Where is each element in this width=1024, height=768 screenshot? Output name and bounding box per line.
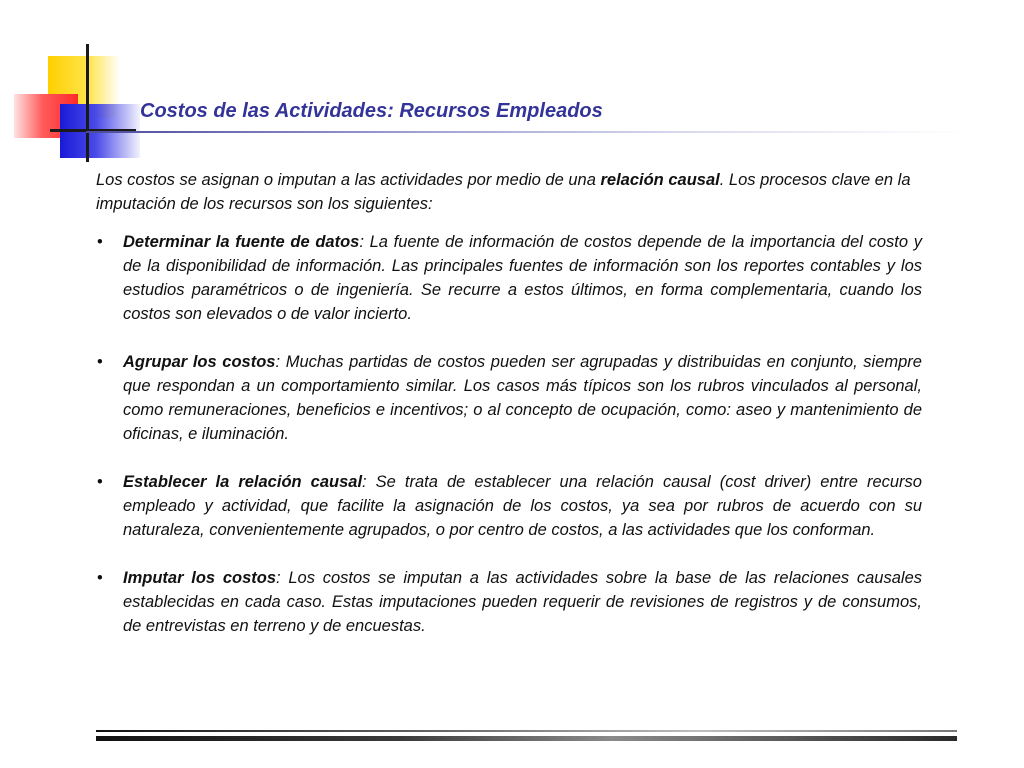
bullet-marker: •: [97, 353, 103, 371]
list-item: [96, 230, 922, 326]
intro-text-end: . Los procesos clave en la imputación de los recursos son los siguientes:: [96, 171, 911, 213]
logo-vertical-line: [86, 44, 89, 162]
footer-divider-thick: [96, 736, 957, 741]
bullet-marker: •: [97, 233, 103, 251]
intro-emphasis: relación causal: [600, 171, 720, 189]
bullet-marker: •: [97, 569, 103, 587]
process-list: [96, 230, 922, 638]
title-underline: [86, 131, 966, 133]
footer-divider-thin: [96, 730, 957, 732]
bullet-term: Imputar los costos: [123, 569, 277, 587]
bullet-text: : Se trata de establecer una relación causal (cost driver) entre recurso empleado y actividad, que facilite la asignación de los costos, ya sea por rubros de acuerdo con su naturaleza, convenientemente agrupados, o por centro de costos, a las actividades que los conforman.: [123, 473, 922, 539]
bullet-text: : Muchas partidas de costos pueden ser agrupadas y distribuidas en conjunto, siempre que respondan a un comportamiento similar. Los casos más típicos son los rubros vinculados al personal, como remuneraciones, beneficios e incentivos; o al concepto de ocupación, como: aseo y mantenimiento de oficinas, e iluminación.: [123, 353, 922, 443]
bullet-text: : Los costos se imputan a las actividades sobre la base de las relaciones causales establecidas en cada caso. Estas imputaciones pueden requerir de revisiones de registros y de consumos, de entrevistas en terreno y de encuestas.: [123, 569, 922, 635]
decorative-logo: [0, 0, 150, 170]
bullet-marker: •: [97, 473, 103, 491]
intro-paragraph: [96, 168, 922, 216]
list-item: [96, 350, 922, 446]
intro-text: Los costos se asignan o imputan a las actividades por medio de una: [96, 171, 601, 189]
bullet-term: Agrupar los costos: [123, 353, 276, 371]
slide-body: [96, 168, 922, 638]
list-item: [96, 470, 922, 542]
list-item: [96, 566, 922, 638]
slide-title: Costos de las Actividades: Recursos Empleados: [140, 100, 603, 122]
bullet-term: Establecer la relación causal: [123, 473, 363, 491]
bullet-text: : La fuente de información de costos depende de la importancia del costo y de la disponibilidad de información. Las principales fuentes de información son los reportes contables y los estudios paramétricos o de ingeniería. Se recurre a estos últimos, en forma complementaria, cuando los costos son elevados o de valor incierto.: [123, 233, 922, 323]
bullet-term: Determinar la fuente de datos: [123, 233, 360, 251]
